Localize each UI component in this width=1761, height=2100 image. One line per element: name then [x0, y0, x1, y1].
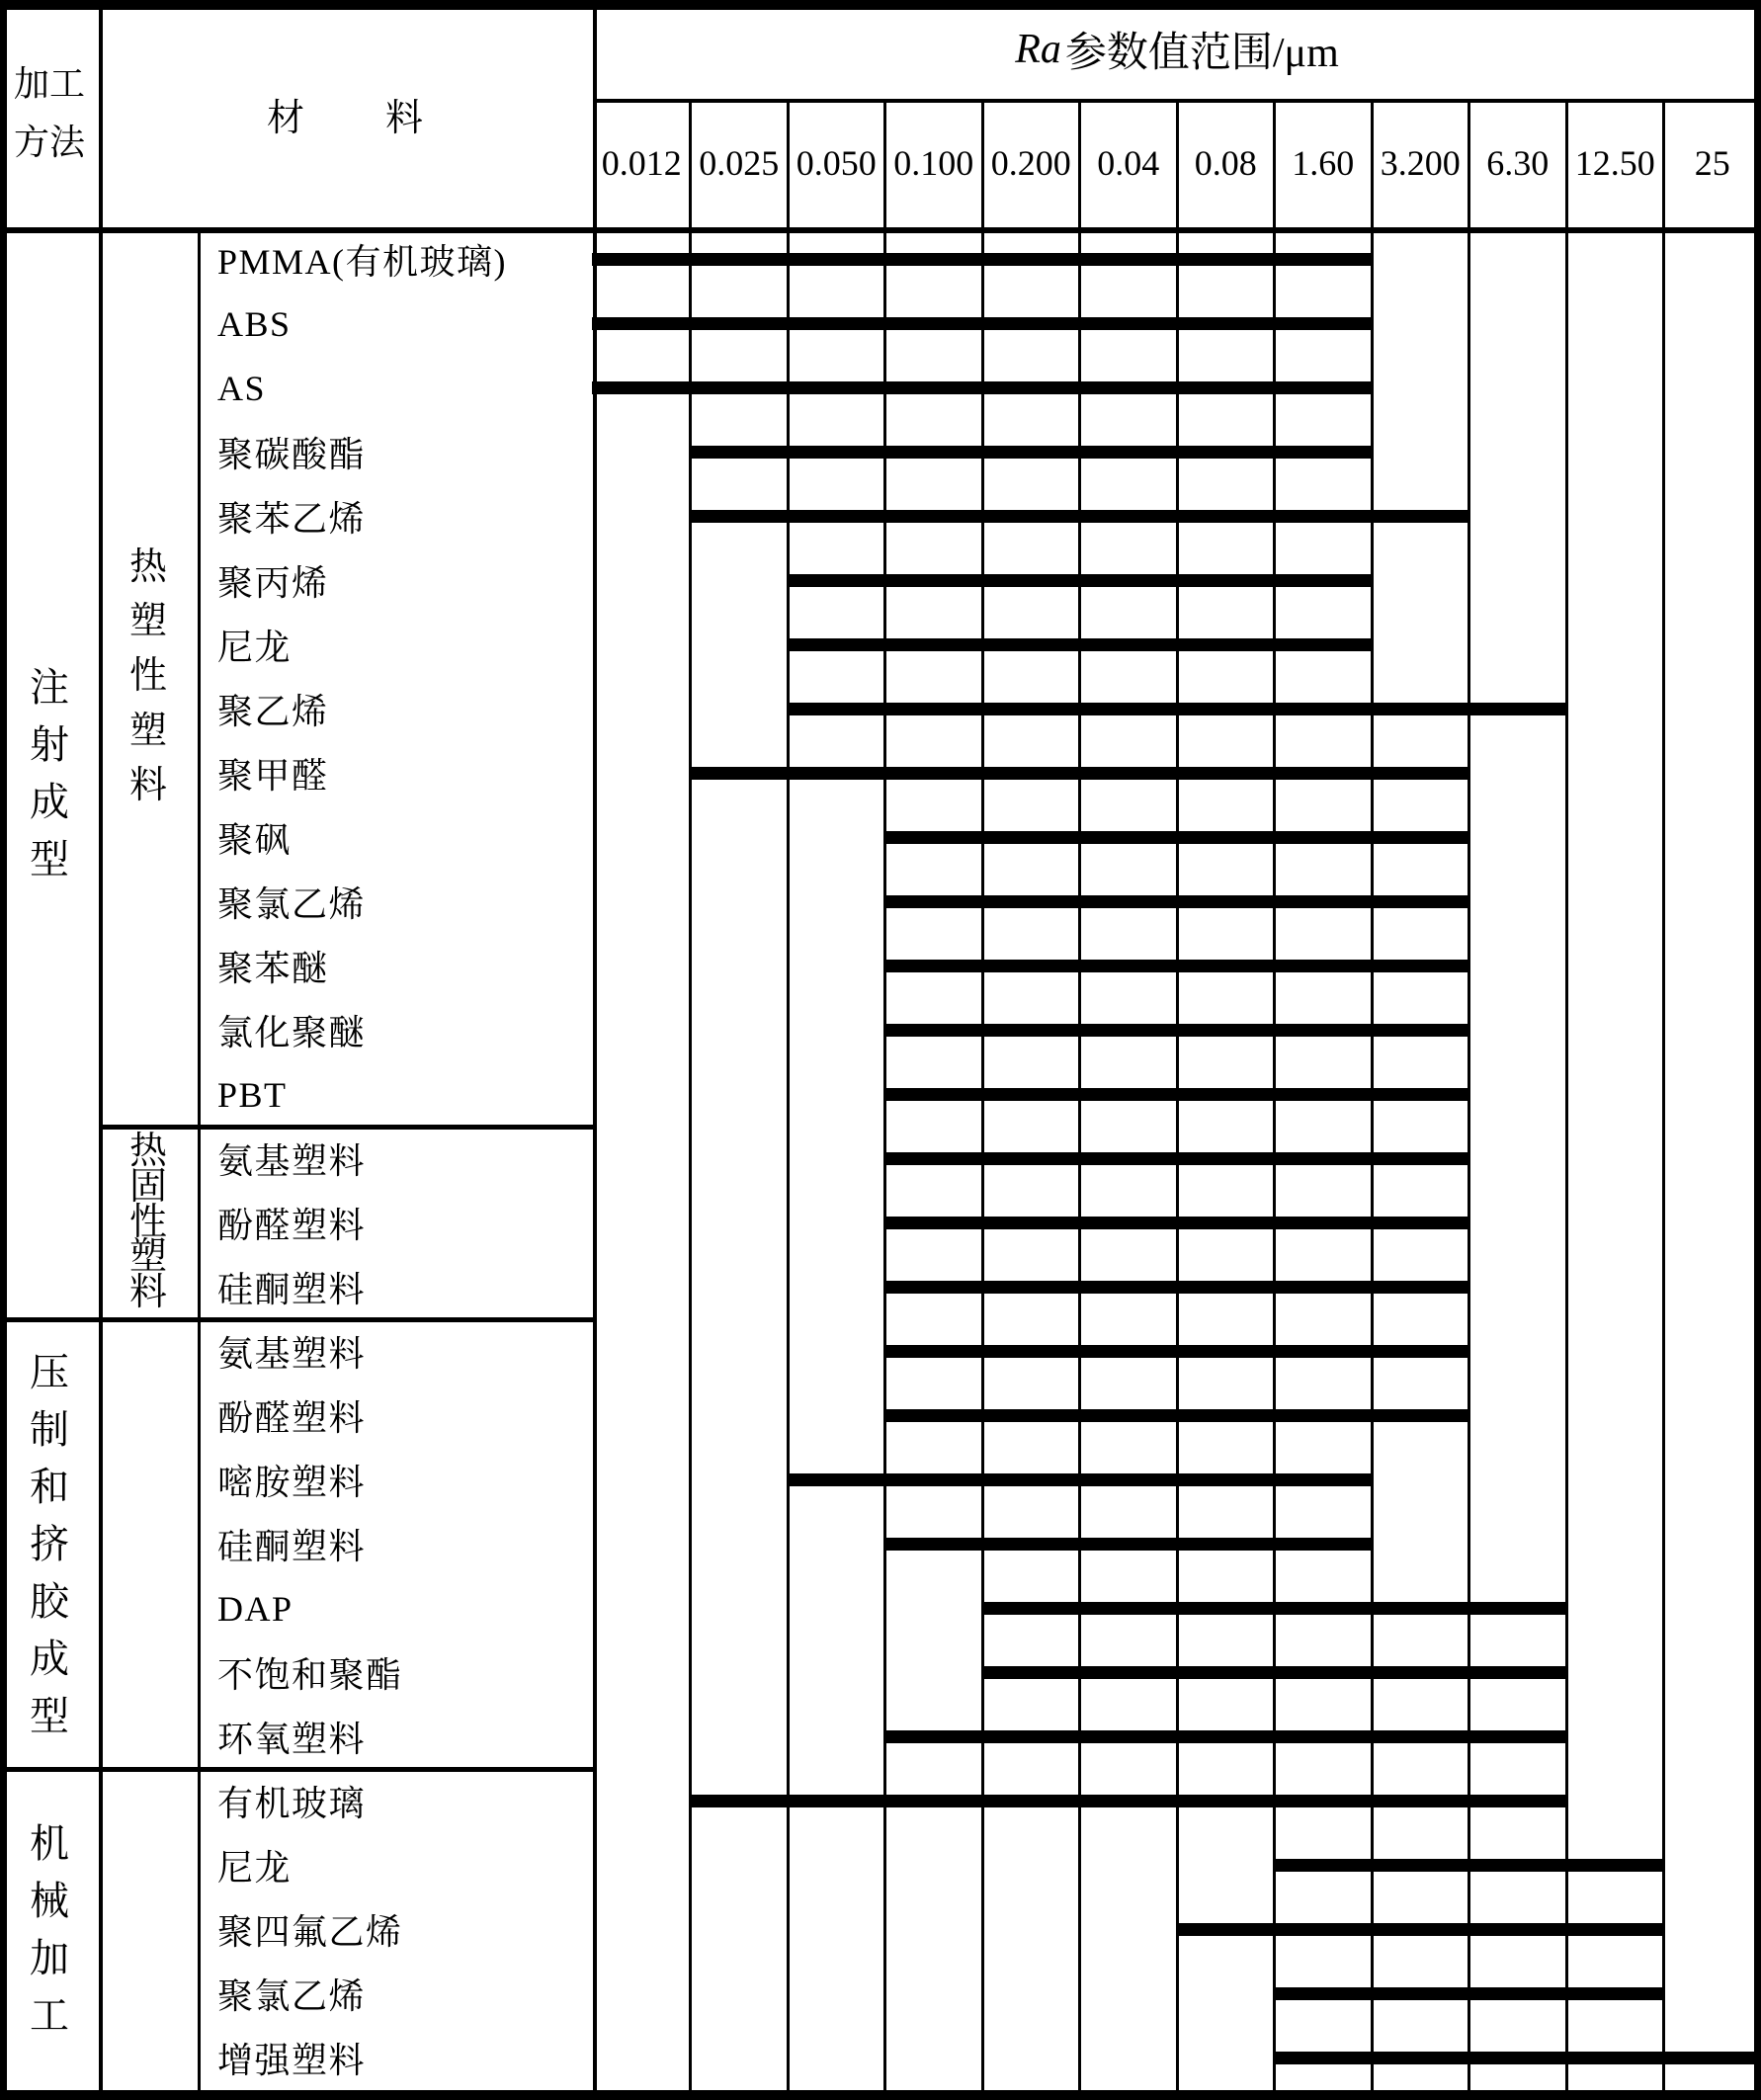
ra-range-bar [883, 1281, 1470, 1294]
material-label: AS [217, 368, 267, 408]
material-header-cell [99, 0, 593, 227]
table-right-border [1754, 0, 1761, 2100]
column-header: 0.025 [699, 143, 780, 183]
column-header: 3.200 [1380, 143, 1461, 183]
section-label-injection-molding: 注射成型 [30, 664, 69, 882]
ra-range-bar [883, 831, 1470, 844]
material-label: 有机玻璃 [217, 1784, 367, 1823]
material-label: 氨基塑料 [217, 1141, 367, 1181]
material-label: 聚氯乙烯 [217, 1976, 367, 2016]
ra-range-bar [689, 510, 1470, 523]
ra-range-bar [1273, 1987, 1665, 2000]
ra-range-bar [689, 1795, 1568, 1807]
material-label: ABS [217, 303, 292, 344]
ra-title-cell [593, 0, 1761, 99]
group-label-thermosets: 热固性塑料 [128, 1130, 167, 1314]
table-top-border [0, 0, 1761, 10]
material-label: 聚乙烯 [217, 692, 329, 731]
material-label: PMMA(有机玻璃) [217, 242, 508, 282]
ra-title-text: 参数值范围/μm [1064, 31, 1339, 76]
ra-range-bar [883, 1345, 1470, 1358]
table-left-border [0, 0, 7, 2100]
method-column-line [99, 0, 103, 2100]
column-header: 0.08 [1194, 143, 1257, 183]
material-label: 氯化聚醚 [217, 1013, 367, 1052]
method-header-label: 加工方法 [13, 63, 85, 162]
material-label: 聚氯乙烯 [217, 884, 367, 924]
ra-symbol: Ra [1015, 27, 1061, 72]
column-header: 25 [1694, 143, 1730, 183]
material-label: 环氧塑料 [217, 1720, 367, 1759]
material-label: 聚苯乙烯 [217, 499, 367, 539]
table-bottom-border [0, 2090, 1761, 2100]
ra-range-bar [689, 767, 1470, 780]
ra-range-bar [883, 1152, 1470, 1165]
material-label: 聚甲醛 [217, 756, 329, 796]
material-label: 不饱和聚酯 [217, 1655, 403, 1695]
ra-range-bar [883, 1409, 1470, 1422]
ra-range-bar [1176, 1923, 1666, 1936]
material-label: 聚碳酸酯 [217, 435, 367, 474]
ra-range-bar [883, 1088, 1470, 1101]
material-label: 硅酮塑料 [217, 1270, 367, 1309]
ra-range-bar [1273, 1859, 1665, 1872]
ra-range-bar [787, 703, 1568, 715]
ra-range-bar [592, 317, 1374, 330]
ra-range-bar [787, 574, 1374, 587]
section-label-machining: 机械加工 [30, 1820, 69, 2038]
material-label: 尼龙 [217, 1848, 293, 1888]
material-label: 酚醛塑料 [217, 1206, 367, 1245]
material-label: 增强塑料 [217, 2041, 367, 2080]
material-label: 聚砜 [217, 820, 293, 860]
ra-range-bar [883, 1024, 1470, 1037]
ra-range-bar [883, 1217, 1470, 1229]
material-header-label: 材 料 [266, 97, 425, 139]
ra-range-bar [689, 446, 1374, 459]
material-label: 嘧胺塑料 [217, 1463, 367, 1502]
ra-range-bar [592, 381, 1374, 394]
ra-area-left-line [593, 0, 597, 2100]
ra-range-bar [592, 253, 1374, 266]
column-header: 0.04 [1097, 143, 1160, 183]
ra-range-bar [1273, 2052, 1761, 2064]
material-label: DAP [217, 1588, 294, 1629]
column-header: 12.50 [1574, 143, 1655, 183]
material-label: 尼龙 [217, 628, 293, 667]
ra-range-bar [787, 638, 1374, 651]
column-header: 6.30 [1486, 143, 1550, 183]
column-header: 0.050 [796, 143, 877, 183]
material-label: 聚丙烯 [217, 563, 329, 603]
section-label-compression-extrusion: 压制和挤胶成型 [30, 1349, 69, 1738]
material-label: 聚四氟乙烯 [217, 1912, 403, 1952]
column-header: 1.60 [1292, 143, 1355, 183]
ra-range-bar [883, 1538, 1374, 1551]
ra-column-line [1662, 99, 1665, 2100]
ra-range-bar [883, 960, 1470, 972]
ra-range-bar [883, 895, 1470, 908]
material-label: PBT [217, 1074, 288, 1115]
material-label: 聚苯醚 [217, 949, 329, 988]
column-header: 0.100 [893, 143, 974, 183]
column-header: 0.012 [601, 143, 682, 183]
group-column-line [198, 227, 201, 2100]
ra-range-bar [981, 1602, 1568, 1615]
ra-range-bar [981, 1666, 1568, 1679]
column-header: 0.200 [990, 143, 1071, 183]
material-label: 氨基塑料 [217, 1334, 367, 1374]
ra-range-bar [787, 1473, 1374, 1486]
material-label: 硅酮塑料 [217, 1527, 367, 1566]
ra-range-bar [883, 1730, 1568, 1743]
group-label-thermoplastics: 热塑性塑料 [128, 546, 167, 806]
material-label: 酚醛塑料 [217, 1398, 367, 1438]
method-header-cell [0, 0, 99, 227]
